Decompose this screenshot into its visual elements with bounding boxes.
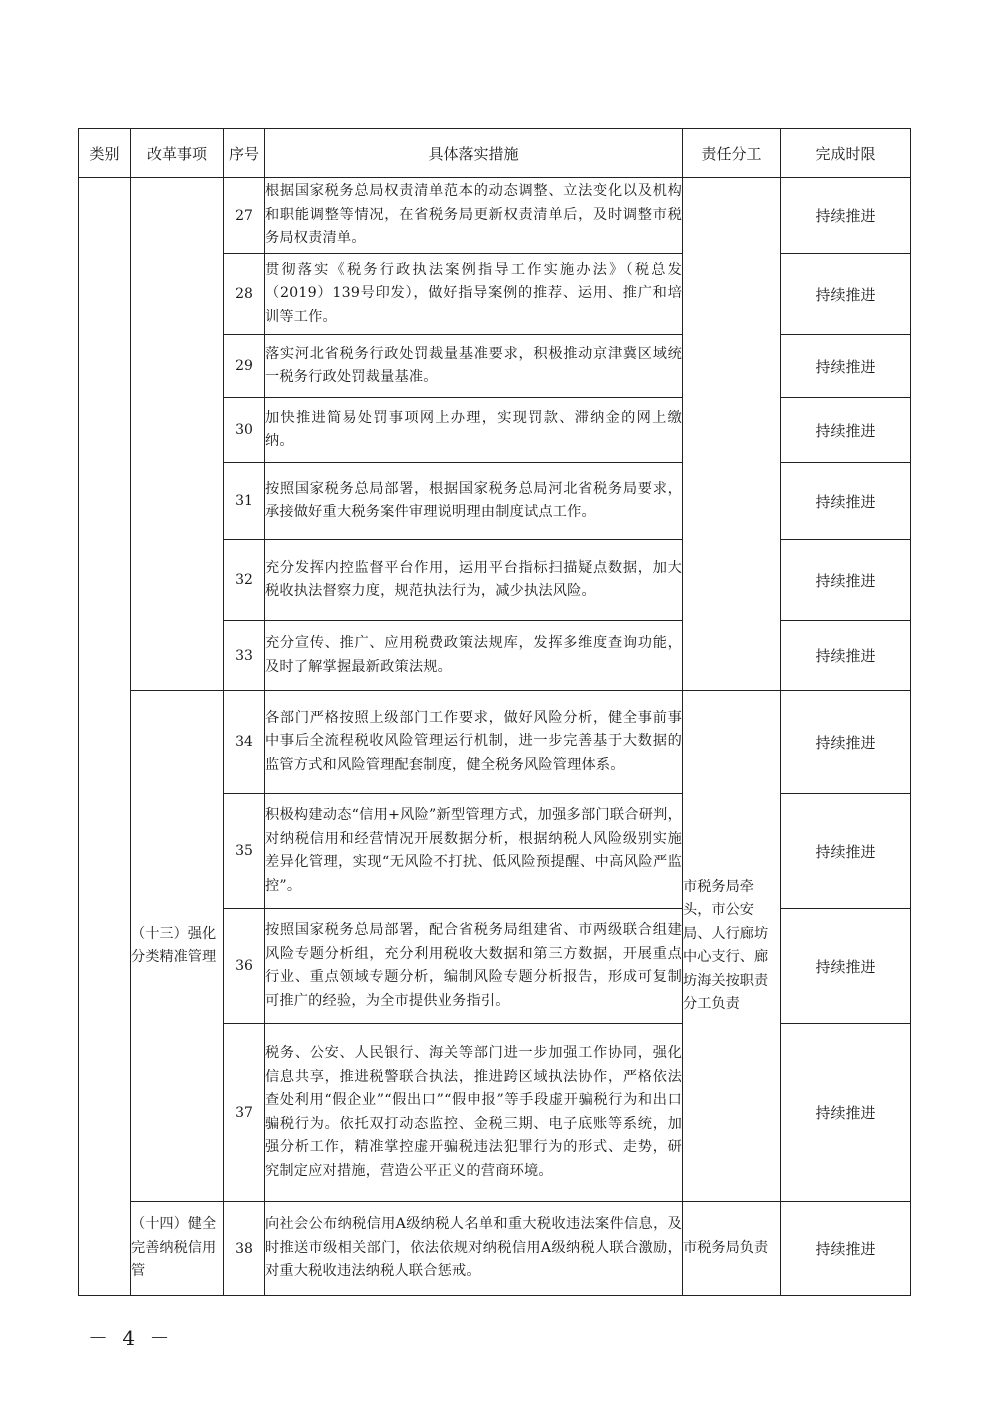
- seq-cell: 27: [224, 178, 265, 254]
- deadline-cell: 持续推进: [781, 398, 911, 463]
- measures-table: [78, 128, 911, 1296]
- seq-cell: 28: [224, 254, 265, 335]
- reform-item-cell: （十三）强化分类精准管理: [131, 691, 224, 1202]
- deadline-cell: 持续推进: [781, 794, 911, 909]
- deadline-cell: 持续推进: [781, 1024, 911, 1202]
- header-category: 类别: [79, 129, 131, 178]
- measure-cell: 落实河北省税务行政处罚裁量基准要求，积极推动京津冀区域统一税务行政处罚裁量基准。: [265, 335, 683, 398]
- seq-cell: 32: [224, 540, 265, 621]
- header-item: 改革事项: [131, 129, 224, 178]
- deadline-cell: 持续推进: [781, 178, 911, 254]
- seq-cell: 35: [224, 794, 265, 909]
- measure-cell: 向社会公布纳税信用A级纳税人名单和重大税收违法案件信息，及时推送市级相关部门，依法依规对纳税信用A级纳税人联合激励，对重大税收违法纳税人联合惩戒。: [265, 1202, 683, 1296]
- measure-cell: 按照国家税务总局部署，配合省税务局组建省、市两级联合组建风险专题分析组，充分利用税收大数据和第三方数据，开展重点行业、重点领域专题分析，编制风险专题分析报告，形成可复制可推广的经验，为全市提供业务指引。: [265, 909, 683, 1024]
- deadline-cell: 持续推进: [781, 909, 911, 1024]
- measure-cell: 税务、公安、人民银行、海关等部门进一步加强工作协同，强化信息共享，推进税警联合执法，推进跨区域执法协作，严格依法查处利用“假企业”“假出口”“假申报”等手段虚开骗税行为和出口骗税行为。依托双打动态监控、金税三期、电子底账等系统，加强分析工作，精准掌控虚开骗税违法犯罪行为的形式、走势，研究制定应对措施，营造公平正义的营商环境。: [265, 1024, 683, 1202]
- table-row: [79, 178, 911, 254]
- seq-cell: 37: [224, 1024, 265, 1202]
- deadline-cell: 持续推进: [781, 463, 911, 540]
- measure-cell: 充分发挥内控监督平台作用，运用平台指标扫描疑点数据，加大税收执法督察力度，规范执法行为，减少执法风险。: [265, 540, 683, 621]
- measure-cell: 按照国家税务总局部署，根据国家税务总局河北省税务局要求，承接做好重大税务案件审理说明理由制度试点工作。: [265, 463, 683, 540]
- seq-cell: 31: [224, 463, 265, 540]
- reform-item-cell: [131, 178, 224, 691]
- seq-cell: 36: [224, 909, 265, 1024]
- deadline-cell: 持续推进: [781, 254, 911, 335]
- measure-cell: 各部门严格按照上级部门工作要求，做好风险分析，健全事前事中事后全流程税收风险管理运行机制，进一步完善基于大数据的监管方式和风险管理配套制度，健全税务风险管理体系。: [265, 691, 683, 794]
- measure-cell: 积极构建动态“信用+风险”新型管理方式，加强多部门联合研判，对纳税信用和经营情况开展数据分析，根据纳税人风险级别实施差异化管理，实现“无风险不打扰、低风险预提醒、中高风险严监控”。: [265, 794, 683, 909]
- deadline-cell: 持续推进: [781, 335, 911, 398]
- measure-cell: 充分宣传、推广、应用税费政策法规库，发挥多维度查询功能，及时了解掌握最新政策法规。: [265, 621, 683, 691]
- deadline-cell: 持续推进: [781, 691, 911, 794]
- seq-cell: 38: [224, 1202, 265, 1296]
- header-row: [79, 129, 911, 178]
- duty-cell: [683, 178, 781, 691]
- seq-cell: 33: [224, 621, 265, 691]
- measure-cell: 根据国家税务总局权责清单范本的动态调整、立法变化以及机构和职能调整等情况，在省税务局更新权责清单后，及时调整市税务局权责清单。: [265, 178, 683, 254]
- header-duty: 责任分工: [683, 129, 781, 178]
- seq-cell: 30: [224, 398, 265, 463]
- table-row: [79, 691, 911, 794]
- reform-item-cell: （十四）健全完善纳税信用管: [131, 1202, 224, 1296]
- header-seq: 序号: [224, 129, 265, 178]
- deadline-cell: 持续推进: [781, 540, 911, 621]
- category-cell: [79, 178, 131, 1296]
- seq-cell: 29: [224, 335, 265, 398]
- duty-cell: 市税务局负责: [683, 1202, 781, 1296]
- duty-cell: 市税务局牵头，市公安局、人行廊坊中心支行、廊坊海关按职责分工负责: [683, 691, 781, 1202]
- measure-cell: 加快推进简易处罚事项网上办理，实现罚款、滞纳金的网上缴纳。: [265, 398, 683, 463]
- header-measure: 具体落实措施: [265, 129, 683, 178]
- deadline-cell: 持续推进: [781, 1202, 911, 1296]
- deadline-cell: 持续推进: [781, 621, 911, 691]
- page-number: － 4 －: [88, 1326, 174, 1350]
- seq-cell: 34: [224, 691, 265, 794]
- header-deadline: 完成时限: [781, 129, 911, 178]
- table-row: [79, 1202, 911, 1296]
- measure-cell: 贯彻落实《税务行政执法案例指导工作实施办法》（税总发（2019）139号印发），做好指导案例的推荐、运用、推广和培训等工作。: [265, 254, 683, 335]
